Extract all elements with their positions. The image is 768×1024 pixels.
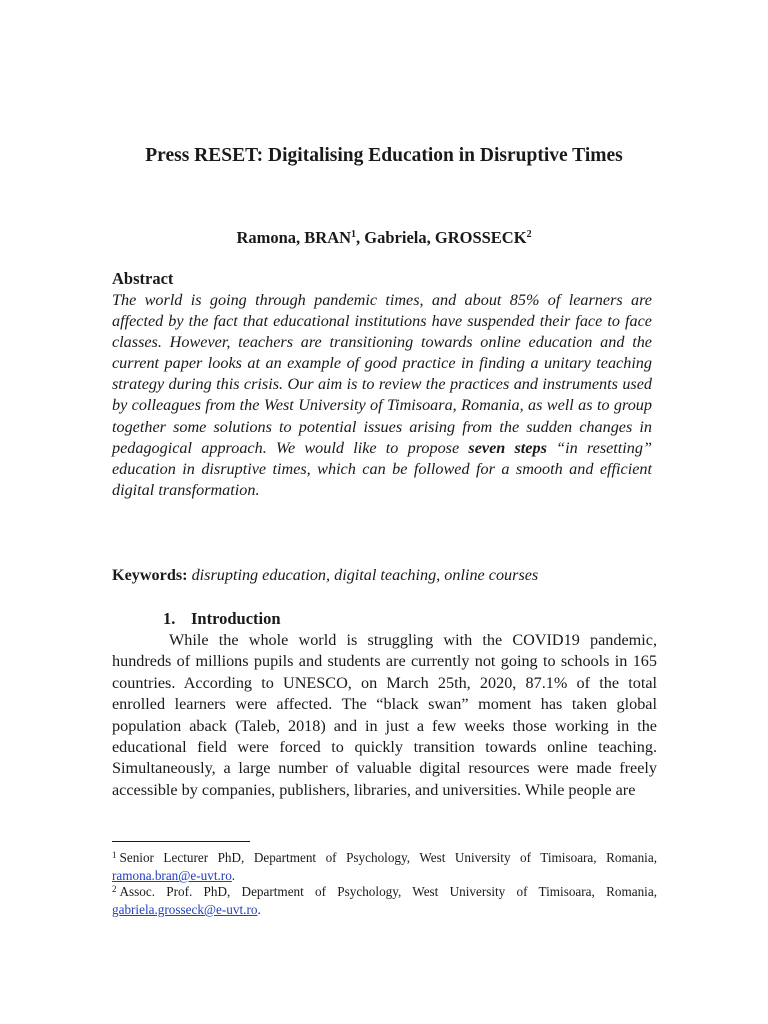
- section-heading: [163, 608, 281, 629]
- abstract-text-part: “in resetting” education in disruptive times, which can be followed for a smooth and efficient digital transformation.: [112, 438, 652, 499]
- footnote-end: .: [231, 868, 236, 883]
- footnote-text: Assoc. Prof. PhD, Department of Psychology, West University of Timisoara, Romania,: [119, 884, 657, 899]
- section-title: Introduction: [191, 609, 281, 628]
- author-line: [112, 228, 656, 248]
- abstract-text-part: The world is going through pandemic times, and about 85% of learners are affected by the fact that educational institutions have suspended their face to face classes. However, teachers are transitioning towards online education and the current paper looks at an example of good practice in finding a unitary teaching strategy during this crisis. Our aim is to review the practices and instruments used by colleagues from the West University of Timisoara, Romania, as well as to group together some solutions to potential issues arising from the sudden changes in pedagogical approach. We would like to propose: [112, 291, 652, 457]
- footnote: [112, 883, 657, 919]
- introduction-paragraph: While the whole world is struggling with the COVID19 pandemic, hundreds of millions pupils and students are currently not going to schools in 165 countries. According to UNESCO, on March 25th, 2020, 87.1% of the total enrolled learners were affected. The “black swan” moment has taken global population aback (Taleb, 2018) and in just a few weeks those working in the educational field were forced to quickly transition towards online teaching. Simultaneously, a large number of valuable digital resources were made freely accessible by companies, publishers, libraries, and universities. While people are: [112, 631, 657, 799]
- keywords-text: disrupting education, digital teaching, online courses: [187, 566, 539, 584]
- author-name: Ramona, BRAN: [236, 228, 352, 247]
- abstract-emphasis: seven steps: [468, 438, 547, 457]
- abstract-heading: Abstract: [112, 269, 174, 288]
- email-link[interactable]: ramona.bran@e-uvt.ro: [112, 868, 232, 883]
- author-separator: ,: [356, 228, 365, 247]
- author-footnote-mark: 2: [526, 229, 532, 240]
- footnote-text: Senior Lecturer PhD, Department of Psychology, West University of Timisoara, Romania,: [119, 850, 657, 865]
- footnote-mark: 1: [112, 850, 117, 860]
- email-link[interactable]: gabriela.grosseck@e-uvt.ro: [112, 902, 258, 917]
- author-name: Gabriela, GROSSECK: [364, 228, 527, 247]
- section-number: 1.: [163, 609, 176, 628]
- footnote-end: .: [257, 902, 261, 917]
- paper-title: Press RESET: Digitalising Education in Disruptive Times: [145, 145, 623, 166]
- keywords-line: [112, 565, 656, 586]
- footnote-mark: 2: [112, 884, 117, 894]
- footnote: [112, 849, 657, 885]
- footnote-separator: [112, 841, 250, 842]
- keywords-label: Keywords:: [112, 566, 188, 584]
- abstract-text: [112, 290, 652, 501]
- author-footnote-mark: 1: [351, 229, 357, 240]
